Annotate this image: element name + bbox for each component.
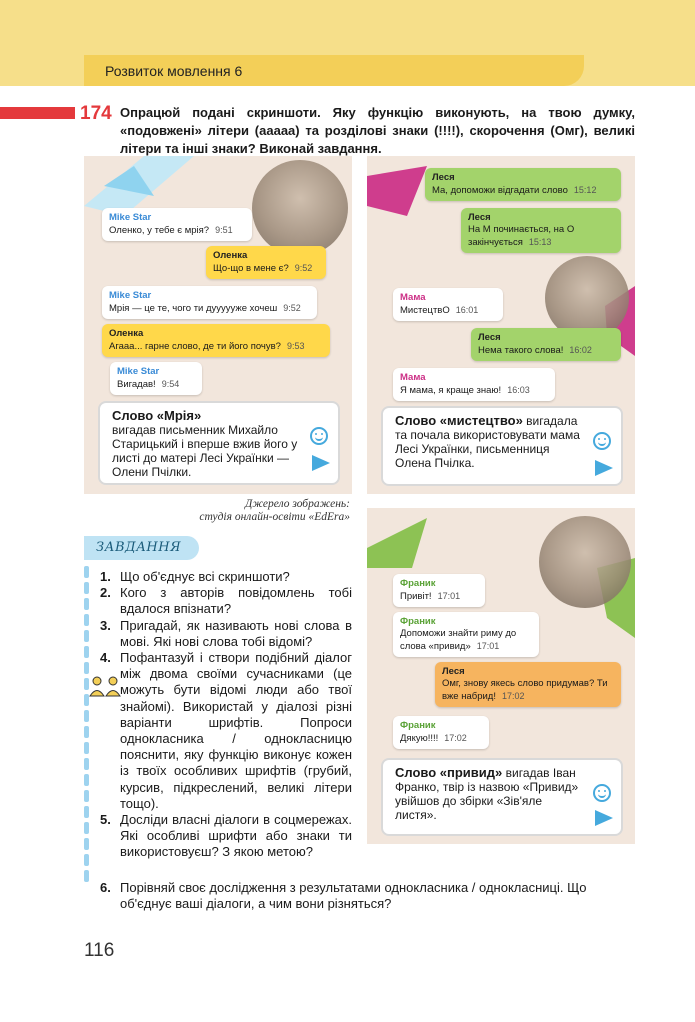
tasks-label: ЗАВДАННЯ — [84, 536, 199, 560]
chat-screenshot-3 — [367, 508, 635, 844]
chat-message: Mike Star Вигадав! 9:54 — [110, 362, 202, 395]
info-title: Слово «мистецтво» — [395, 413, 523, 428]
send-icon — [312, 455, 330, 471]
exercise-number: 174 — [80, 103, 112, 124]
chat-message: Оленка Що-що в мене є? 9:52 — [206, 246, 326, 279]
chat-screenshot-1 — [84, 156, 352, 494]
smile-icon — [593, 784, 611, 802]
chat-message: Леся На М починається, на О закінчується 15:13 — [461, 208, 621, 253]
chat-message: Франик Дякую!!!! 17:02 — [393, 716, 489, 749]
task-list — [100, 569, 352, 861]
section-title: Розвиток мовлення 6 — [105, 63, 243, 79]
task-item: 2. Кого з авторів повідомлень тобі вдалося впізнати? — [100, 585, 352, 617]
info-input-box — [381, 406, 623, 486]
chat-message: Мама МистецтвО 16:01 — [393, 288, 503, 321]
info-title: Слово «Мрія» — [112, 408, 202, 423]
task-item: 3. Пригадай, як називають нові слова в мові. Які нові слова тобі відомі? — [100, 617, 352, 649]
task-item: 1. Що об'єднує всі скриншоти? — [100, 569, 290, 584]
info-input-box — [381, 758, 623, 836]
chat-message: Леся Омг, знову якесь слово придумав? Ти вже набрид! 17:02 — [435, 662, 621, 707]
chat-message: Леся Ма, допоможи відгадати слово 15:12 — [425, 168, 621, 201]
portrait-ivan-franko — [539, 516, 631, 608]
info-text: вигадав письменник Михайло Старицький і вперше вжив його у листі до матері Лесі Українки — Олени Пчілки. — [112, 423, 298, 479]
info-input-box — [98, 401, 340, 485]
exercise-marker — [0, 107, 75, 119]
chat-message: Мама Я мама, я краще знаю! 16:03 — [393, 368, 555, 401]
info-title: Слово «привид» — [395, 765, 503, 780]
chat-message: Mike Star Мрія — це те, чого ти дуууууже хочеш 9:52 — [102, 286, 317, 319]
send-icon — [595, 810, 613, 826]
task-item: 4. Пофантазуй і створи подібний діалог між двома своїми сучасниками (це можуть бути відомі люди або твої знайомі). Використай у діалозі різні варіанти шрифтів. Попроси однокласника / однокласницю пояснити, яку функцію виконує кожен із твоїх особливих шрифтів (грубий, курсив, підкреслений, великі літери тощо). — [100, 650, 352, 811]
send-icon — [595, 460, 613, 476]
task-item: 6. Порівняй своє дослідження з результатами однокласника / однокласниці. Що об'єднує ваші діалоги, а чим вони різняться? — [100, 880, 587, 912]
smile-icon — [593, 432, 611, 450]
page-number: 116 — [84, 940, 115, 961]
chat-message: Франик Допоможи знайти риму до слова «привид» 17:01 — [393, 612, 539, 657]
task-item: 5. Досліди власні діалоги в соцмережах. Які особливі шрифти або знаки ти використовуєш? З якою метою? — [100, 812, 352, 860]
chat-message: Оленка Агааа... гарне слово, де ти його почув? 9:53 — [102, 324, 330, 357]
exercise-instruction: Опрацюй подані скриншоти. Яку функцію виконують, на твою думку, «подовжені» літери (ааааа) та розділові знаки (!!!!), скорочення (Омг), великі літери та інші знаки? Виконай завдання. — [120, 105, 635, 156]
chat-screenshot-2 — [367, 156, 635, 494]
portrait-starytsky — [252, 160, 348, 256]
info-text: вигадала та почала використовувати мама Лесі Українки, письменниця Олена Пчілка. — [395, 414, 580, 470]
smile-icon — [310, 427, 328, 445]
dotted-margin — [84, 566, 89, 886]
chat-message: Mike Star Оленко, у тебе є мрія? 9:51 — [102, 208, 252, 241]
image-source: Джерело зображень: студія онлайн-освіти «EdEra» — [199, 498, 350, 523]
info-text: вигадав Іван Франко, твір із назвою «Привид» увійшов до збірки «Зів'яле листя». — [395, 766, 579, 822]
chat-message: Леся Нема такого слова! 16:02 — [471, 328, 621, 361]
chat-message: Франик Привіт! 17:01 — [393, 574, 485, 607]
